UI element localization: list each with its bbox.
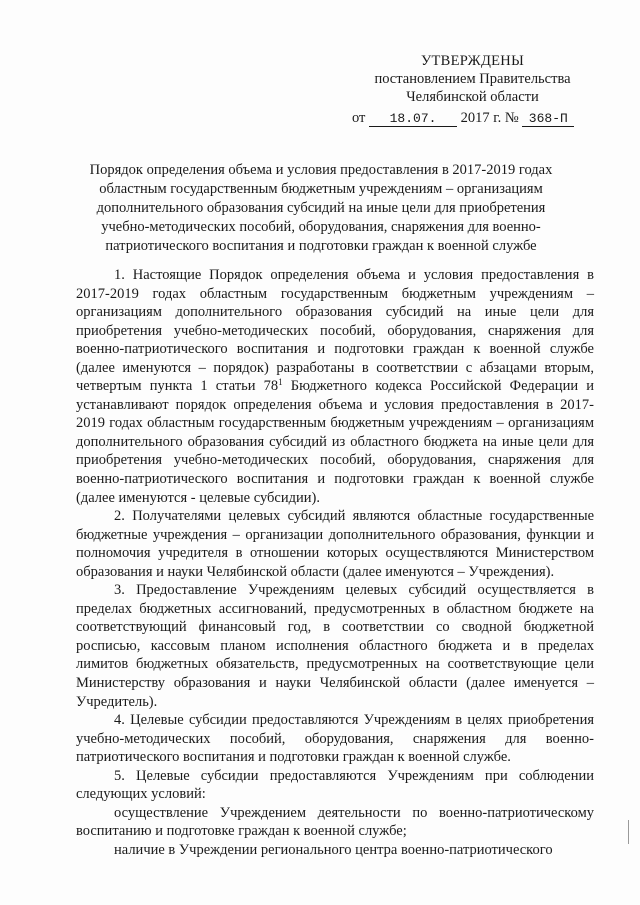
superscript-1: 1 <box>278 377 283 388</box>
approval-stamp <box>350 52 595 106</box>
paragraph-5: 5. Целевые субсидии предоставляются Учреждениям при соблюдении следующих условий: <box>76 767 594 803</box>
paragraph-1 <box>76 266 594 507</box>
document-title: Порядок определения объема и условия предоставления в 2017-2019 годах областным государственным бюджетным учреждениям – организациям дополнительного образования субсидий на иные цели для приобретения учебно-методических пособий, оборудования, снаряжения для военно-патриотического воспитания и подготовки граждан к военной службе <box>89 162 553 254</box>
approval-line-2: Челябинской области <box>406 89 539 105</box>
paragraph-4: 4. Целевые субсидии предоставляются Учреждениям в целях приобретения учебно-методических пособий, оборудования, снаряжения для военно-патриотического воспитания и подготовки граждан к военной службе. <box>76 712 594 766</box>
paragraph-2: 2. Получателями целевых субсидий являются областные государственные бюджетные учреждения – организации дополнительного образования, функции и полномочия учредителя в отношении которых осуществляются Министерством образования и науки Челябинской области (далее именуются – Учреждения). <box>76 508 594 580</box>
decree-number: 368-П <box>522 111 574 127</box>
paragraph-3: 3. Предоставление Учреждениям целевых субсидий осуществляется в пределах бюджетных ассигнований, предусмотренных в областном бюджете на соответствующий финансовый год, в соответствии со сводной бюджетной росписью, кассовым планом исполнения областного бюджета и в пределах лимитов бюджетных обязательств, предусмотренных на соответствующие цели Министерству образования и науки Челябинской области (далее именуется – Учредитель). <box>76 582 594 710</box>
year-label: 2017 г. № <box>460 110 519 126</box>
document-body <box>76 266 594 860</box>
paragraph-1-part-a: 1. Настоящие Порядок определения объема и условия предоставления в 2017-2019 годах областным государственным бюджетным учреждениям – организациям дополнительного образования субсидий на иные цели для приобретения учебно-методических пособий, оборудования, снаряжения для военно-патриотического воспитания и подготовки граждан к военной службе (далее именуются – порядок) разработаны в соответствии с абзацами вторым, четвертым пункта 1 статьи 78 <box>76 267 594 395</box>
approval-heading: УТВЕРЖДЕНЫ <box>420 53 525 69</box>
approval-line-1: постановлением Правительства <box>374 71 571 87</box>
decree-date: 18.07. <box>369 111 457 127</box>
scan-margin-mark <box>628 820 629 844</box>
paragraph-1-part-b: Бюджетного кодекса Российской Федерации и устанавливают порядок определения объема и условия предоставления в 2017-2019 годах областным государственным бюджетным учреждениям – организациям дополнительного образования субсидий из областного бюджета на иные цели для приобретения учебно-методических пособий, оборудования, снаряжения для военно-патриотического воспитания и подготовки граждан к военной службе (далее именуются - целевые субсидии). <box>76 378 594 506</box>
decree-date-number <box>352 109 602 127</box>
from-label: от <box>352 110 366 126</box>
paragraph-5-condition-b: наличие в Учреждении регионального центра военно-патриотического <box>114 841 553 858</box>
paragraph-5-condition-a: осуществление Учреждением деятельности по военно-патриотическому воспитанию и подготовке граждан к военной службе; <box>76 804 594 840</box>
